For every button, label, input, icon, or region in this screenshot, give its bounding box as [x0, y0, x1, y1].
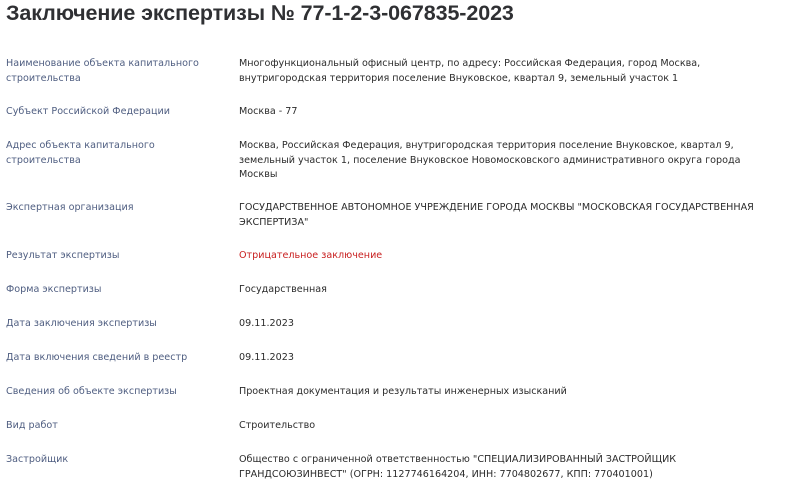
- field-label: Форма экспертизы: [6, 284, 102, 295]
- field-value: Москва, Российская Федерация, внутригородская территория поселение Внуковское, квартал 9, земельный участок 1, поселение Внуковское Новомосковского административного округа города Москвы: [239, 140, 741, 180]
- field-value: 09.11.2023: [239, 318, 294, 329]
- field-value: Общество с ограниченной ответственностью "СПЕЦИАЛИЗИРОВАННЫЙ ЗАСТРОЙЩИК ГРАНДСОЮЗИНВЕСТ" (ОГРН: 1127746164204, ИНН: 7704802677, КПП: 770401001): [239, 454, 677, 480]
- field-label: Сведения об объекте экспертизы: [6, 386, 177, 397]
- field-label: Дата включения сведений в реестр: [6, 352, 188, 363]
- field-value: ГОСУДАРСТВЕННОЕ АВТОНОМНОЕ УЧРЕЖДЕНИЕ ГОРОДА МОСКВЫ "МОСКОВСКАЯ ГОСУДАРСТВЕННАЯ ЭКСПЕРТИЗА": [239, 202, 754, 228]
- field-label: Вид работ: [6, 420, 58, 431]
- field-value: Проектная документация и результаты инженерных изысканий: [239, 386, 567, 397]
- field-label: Наименование объекта капитального строительства: [6, 58, 199, 84]
- field-label: Экспертная организация: [6, 202, 134, 213]
- field-label: Дата заключения экспертизы: [6, 318, 157, 329]
- page-title: Заключение экспертизы № 77-1-2-3-067835-2023: [6, 1, 514, 25]
- negative-result-value: Отрицательное заключение: [239, 250, 383, 261]
- field-label: Адрес объекта капитального строительства: [6, 140, 155, 166]
- field-value: Многофункциональный офисный центр, по адресу: Российская Федерация, город Москва, внутригородская территория поселение Внуковское, квартал 9, земельный участок 1: [239, 58, 701, 84]
- field-label: Результат экспертизы: [6, 250, 120, 261]
- field-value: Строительство: [239, 420, 316, 431]
- field-value: Государственная: [239, 284, 327, 295]
- field-value: Москва - 77: [239, 106, 298, 117]
- field-label: Субъект Российской Федерации: [6, 106, 170, 117]
- field-value: 09.11.2023: [239, 352, 294, 363]
- field-label: Застройщик: [6, 454, 69, 465]
